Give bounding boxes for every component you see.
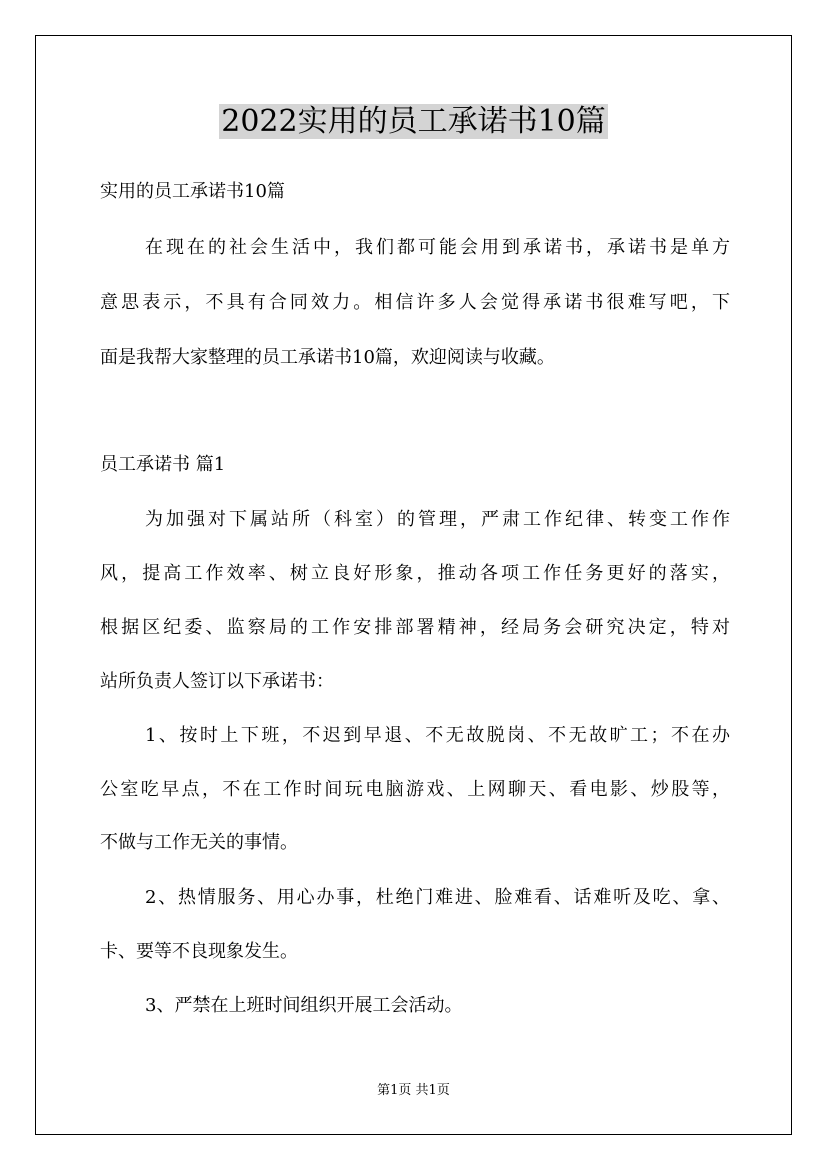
item1-line-1: 1、按时上下班，不迟到早退、不无故脱岗、不无故旷工；不在办 [145,725,730,746]
section-line-4: 站所负责人签订以下承诺书： [100,671,334,692]
item2-line-2: 卡、要等不良现象发生。 [100,941,298,962]
section-heading: 员工承诺书 篇1 [100,454,226,475]
item1-line-2: 公室吃早点，不在工作时间玩电脑游戏、上网聊天、看电影、炒股等， [100,779,730,800]
intro-line-2: 意思表示，不具有合同效力。相信许多人会觉得承诺书很难写吧，下 [100,292,730,313]
intro-line-3: 面是我帮大家整理的员工承诺书10篇，欢迎阅读与收藏。 [100,347,555,368]
item2-line-1: 2、热情服务、用心办事，杜绝门难进、脸难看、话难听及吃、拿、 [145,887,730,908]
document-title [0,100,827,144]
page-footer: 第1页 共1页 [377,1083,450,1098]
subtitle: 实用的员工承诺书10篇 [100,181,285,202]
item3-line: 3、严禁在上班时间组织开展工会活动。 [145,995,463,1016]
item1-line-3: 不做与工作无关的事情。 [100,832,298,853]
section-line-1: 为加强对下属站所（科室）的管理，严肃工作纪律、转变工作作 [145,509,730,530]
intro-line-1: 在现在的社会生活中，我们都可能会用到承诺书，承诺书是单方 [145,237,730,258]
section-line-2: 风，提高工作效率、树立良好形象，推动各项工作任务更好的落实， [100,563,730,584]
section-line-3: 根据区纪委、监察局的工作安排部署精神，经局务会研究决定，特对 [100,617,730,638]
document-title-text: 2022实用的员工承诺书10篇 [221,104,606,139]
